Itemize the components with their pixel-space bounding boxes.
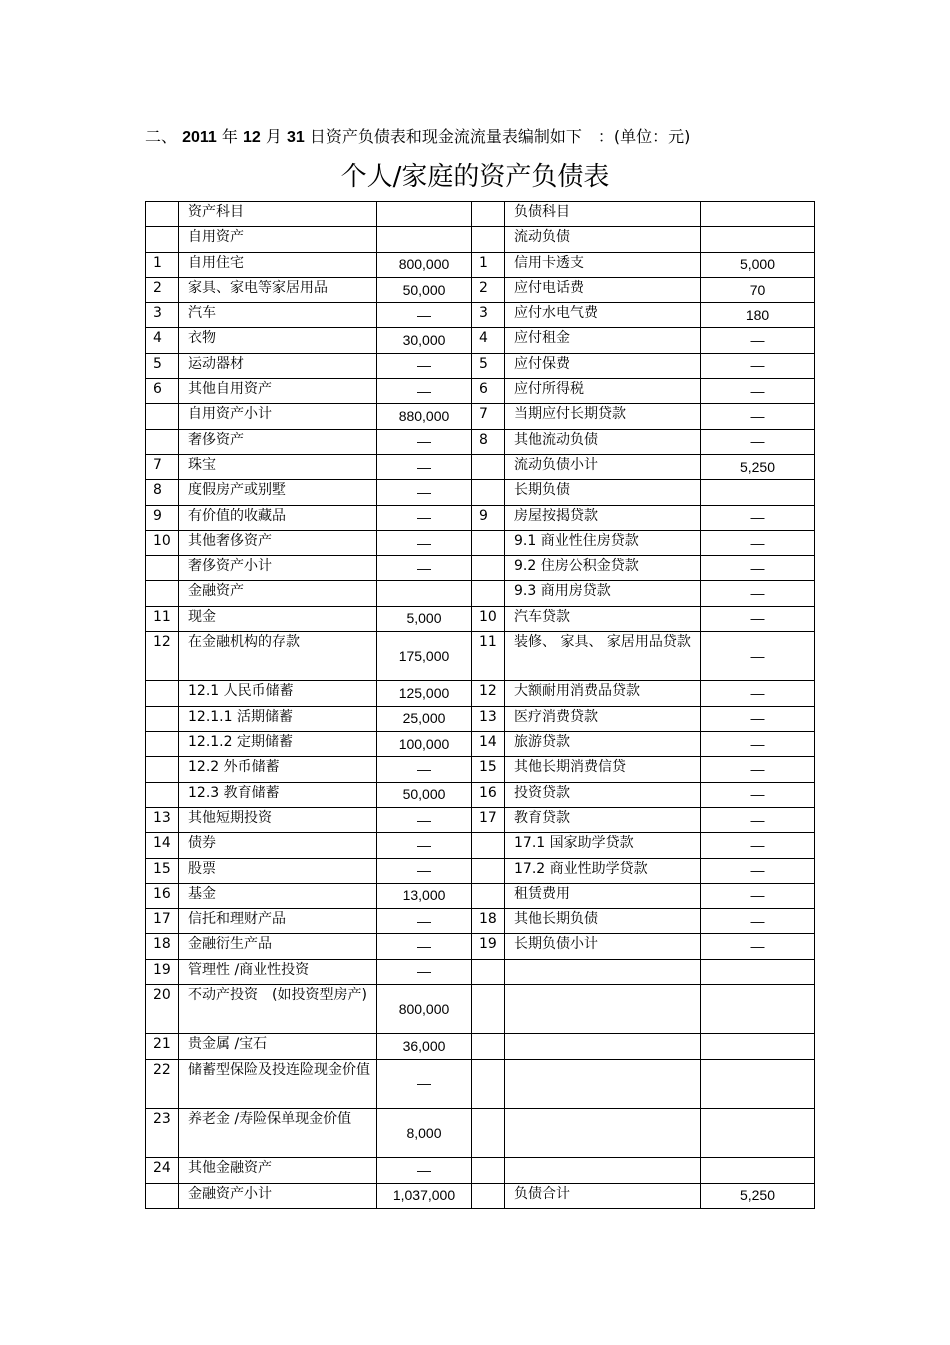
asset-name-cell: 资产科目 xyxy=(179,202,377,227)
liability-name-cell: 负债科目 xyxy=(505,202,701,227)
table-row xyxy=(146,454,815,479)
heading-month: 12 xyxy=(243,129,261,146)
asset-number-cell: 9 xyxy=(146,505,179,530)
table-row xyxy=(146,732,815,757)
liability-name-cell: 旅游贷款 xyxy=(505,732,701,757)
liability-value-cell: — xyxy=(701,909,815,934)
table-row xyxy=(146,328,815,353)
asset-name-cell: 养老金 /寿险保单现金价值 xyxy=(179,1109,377,1158)
asset-name-cell: 在金融机构的存款 xyxy=(179,632,377,681)
asset-number-cell: 18 xyxy=(146,934,179,959)
liability-number-cell xyxy=(472,202,505,227)
asset-name-cell: 其他短期投资 xyxy=(179,807,377,832)
asset-number-cell: 10 xyxy=(146,530,179,555)
table-row xyxy=(146,706,815,731)
heading-prefix: 二、 xyxy=(145,127,183,146)
liability-value-cell: — xyxy=(701,807,815,832)
asset-name-cell: 金融资产 xyxy=(179,581,377,606)
liability-value-cell: — xyxy=(701,505,815,530)
liability-number-cell: 17 xyxy=(472,807,505,832)
liability-value-cell xyxy=(701,1034,815,1059)
liability-name-cell: 当期应付长期贷款 xyxy=(505,404,701,429)
liability-value-cell xyxy=(701,480,815,505)
asset-name-cell: 信托和理财产品 xyxy=(179,909,377,934)
liability-name-cell: 应付电话费 xyxy=(505,277,701,302)
asset-name-cell: 贵金属 /宝石 xyxy=(179,1034,377,1059)
asset-value-cell: 8,000 xyxy=(377,1109,472,1158)
asset-value-cell: — xyxy=(377,807,472,832)
asset-value-cell: 175,000 xyxy=(377,632,472,681)
asset-value-cell: — xyxy=(377,530,472,555)
asset-value-cell xyxy=(377,227,472,252)
asset-value-cell: — xyxy=(377,480,472,505)
liability-number-cell xyxy=(472,480,505,505)
asset-name-cell: 债券 xyxy=(179,833,377,858)
asset-number-cell xyxy=(146,429,179,454)
liability-number-cell xyxy=(472,1158,505,1183)
liability-value-cell: — xyxy=(701,353,815,378)
liability-value-cell: — xyxy=(701,883,815,908)
table-row xyxy=(146,505,815,530)
liability-number-cell xyxy=(472,959,505,984)
asset-number-cell: 6 xyxy=(146,379,179,404)
liability-value-cell xyxy=(701,959,815,984)
balance-sheet-table xyxy=(145,201,815,1209)
asset-name-cell: 12.1 人民币储蓄 xyxy=(179,681,377,706)
asset-number-cell: 20 xyxy=(146,985,179,1034)
asset-value-cell: 800,000 xyxy=(377,252,472,277)
liability-number-cell: 18 xyxy=(472,909,505,934)
asset-number-cell xyxy=(146,202,179,227)
asset-name-cell: 有价值的收藏品 xyxy=(179,505,377,530)
section-heading xyxy=(145,124,690,147)
asset-number-cell xyxy=(146,556,179,581)
heading-day: 31 xyxy=(286,129,305,146)
liability-name-cell: 应付水电气费 xyxy=(505,303,701,328)
liability-value-cell: — xyxy=(701,858,815,883)
table-row xyxy=(146,1158,815,1183)
table-row xyxy=(146,1059,815,1108)
liability-number-cell: 12 xyxy=(472,681,505,706)
liability-name-cell: 流动负债小计 xyxy=(505,454,701,479)
liability-number-cell: 19 xyxy=(472,934,505,959)
liability-value-cell: — xyxy=(701,379,815,404)
asset-value-cell: 36,000 xyxy=(377,1034,472,1059)
liability-value-cell xyxy=(701,985,815,1034)
table-row xyxy=(146,681,815,706)
liability-name-cell: 9.1 商业性住房贷款 xyxy=(505,530,701,555)
asset-name-cell: 其他奢侈资产 xyxy=(179,530,377,555)
table-row xyxy=(146,429,815,454)
asset-name-cell: 管理性 /商业性投资 xyxy=(179,959,377,984)
liability-number-cell xyxy=(472,833,505,858)
asset-value-cell: — xyxy=(377,959,472,984)
table-row xyxy=(146,252,815,277)
heading-month-suffix: 月 xyxy=(260,127,287,146)
liability-number-cell: 5 xyxy=(472,353,505,378)
asset-value-cell: — xyxy=(377,429,472,454)
asset-number-cell: 21 xyxy=(146,1034,179,1059)
liability-number-cell xyxy=(472,858,505,883)
liability-number-cell: 7 xyxy=(472,404,505,429)
asset-value-cell: 800,000 xyxy=(377,985,472,1034)
liability-number-cell: 14 xyxy=(472,732,505,757)
asset-name-cell: 运动器材 xyxy=(179,353,377,378)
asset-number-cell: 8 xyxy=(146,480,179,505)
table-row xyxy=(146,1109,815,1158)
asset-name-cell: 自用资产 xyxy=(179,227,377,252)
heading-year-suffix: 年 xyxy=(216,127,243,146)
liability-name-cell: 应付租金 xyxy=(505,328,701,353)
asset-number-cell xyxy=(146,706,179,731)
liability-number-cell xyxy=(472,530,505,555)
asset-number-cell: 12 xyxy=(146,632,179,681)
liability-name-cell: 9.2 住房公积金贷款 xyxy=(505,556,701,581)
asset-name-cell: 自用资产小计 xyxy=(179,404,377,429)
liability-number-cell: 6 xyxy=(472,379,505,404)
asset-name-cell: 珠宝 xyxy=(179,454,377,479)
liability-value-cell xyxy=(701,1059,815,1108)
liability-name-cell: 应付所得税 xyxy=(505,379,701,404)
asset-value-cell: — xyxy=(377,454,472,479)
liability-name-cell xyxy=(505,1109,701,1158)
table-row xyxy=(146,1034,815,1059)
liability-name-cell xyxy=(505,985,701,1034)
liability-name-cell xyxy=(505,1034,701,1059)
liability-name-cell: 长期负债 xyxy=(505,480,701,505)
asset-number-cell: 7 xyxy=(146,454,179,479)
liability-number-cell: 8 xyxy=(472,429,505,454)
asset-name-cell: 金融衍生产品 xyxy=(179,934,377,959)
asset-value-cell: 50,000 xyxy=(377,782,472,807)
liability-name-cell xyxy=(505,959,701,984)
liability-number-cell: 2 xyxy=(472,277,505,302)
asset-name-cell: 12.1.1 活期储蓄 xyxy=(179,706,377,731)
table-row xyxy=(146,1183,815,1208)
liability-number-cell: 16 xyxy=(472,782,505,807)
asset-name-cell: 不动产投资 (如投资型房产) xyxy=(179,985,377,1034)
liability-value-cell: — xyxy=(701,833,815,858)
table-row xyxy=(146,353,815,378)
asset-value-cell: 30,000 xyxy=(377,328,472,353)
asset-number-cell: 14 xyxy=(146,833,179,858)
liability-value-cell: — xyxy=(701,681,815,706)
liability-number-cell xyxy=(472,581,505,606)
table-row xyxy=(146,807,815,832)
liability-value-cell: — xyxy=(701,429,815,454)
liability-value-cell xyxy=(701,1158,815,1183)
asset-name-cell: 股票 xyxy=(179,858,377,883)
liability-name-cell xyxy=(505,1059,701,1108)
liability-name-cell: 大额耐用消费品贷款 xyxy=(505,681,701,706)
liability-number-cell xyxy=(472,1109,505,1158)
asset-name-cell: 自用住宅 xyxy=(179,252,377,277)
liability-name-cell: 其他流动负债 xyxy=(505,429,701,454)
asset-name-cell: 现金 xyxy=(179,606,377,631)
liability-value-cell: — xyxy=(701,732,815,757)
liability-name-cell: 信用卡透支 xyxy=(505,252,701,277)
liability-name-cell: 装修、 家具、 家居用品贷款 xyxy=(505,632,701,681)
asset-name-cell: 其他自用资产 xyxy=(179,379,377,404)
liability-value-cell xyxy=(701,202,815,227)
liability-number-cell: 10 xyxy=(472,606,505,631)
table-row xyxy=(146,909,815,934)
table-row xyxy=(146,606,815,631)
liability-name-cell: 汽车贷款 xyxy=(505,606,701,631)
liability-name-cell: 应付保费 xyxy=(505,353,701,378)
liability-number-cell: 15 xyxy=(472,757,505,782)
table-row xyxy=(146,404,815,429)
asset-number-cell xyxy=(146,782,179,807)
asset-number-cell xyxy=(146,404,179,429)
asset-number-cell xyxy=(146,757,179,782)
liability-number-cell xyxy=(472,1034,505,1059)
asset-name-cell: 储蓄型保险及投连险现金价值 xyxy=(179,1059,377,1108)
asset-value-cell: — xyxy=(377,909,472,934)
liability-value-cell: — xyxy=(701,328,815,353)
asset-number-cell: 19 xyxy=(146,959,179,984)
liability-value-cell: 5,250 xyxy=(701,454,815,479)
liability-name-cell: 17.2 商业性助学贷款 xyxy=(505,858,701,883)
liability-number-cell: 9 xyxy=(472,505,505,530)
asset-name-cell: 奢侈资产 xyxy=(179,429,377,454)
asset-value-cell: — xyxy=(377,833,472,858)
asset-name-cell: 其他金融资产 xyxy=(179,1158,377,1183)
asset-value-cell: 100,000 xyxy=(377,732,472,757)
asset-value-cell: 880,000 xyxy=(377,404,472,429)
asset-value-cell: 13,000 xyxy=(377,883,472,908)
liability-value-cell: 5,000 xyxy=(701,252,815,277)
liability-name-cell: 长期负债小计 xyxy=(505,934,701,959)
liability-name-cell: 其他长期负债 xyxy=(505,909,701,934)
liability-value-cell: 180 xyxy=(701,303,815,328)
heading-rest: 日资产负债表和现金流流量表编制如下 ：(单位：元) xyxy=(304,127,691,146)
asset-number-cell: 13 xyxy=(146,807,179,832)
asset-value-cell: 5,000 xyxy=(377,606,472,631)
asset-value-cell: — xyxy=(377,303,472,328)
liability-name-cell: 其他长期消费信贷 xyxy=(505,757,701,782)
asset-number-cell: 4 xyxy=(146,328,179,353)
asset-number-cell xyxy=(146,681,179,706)
table-row xyxy=(146,934,815,959)
liability-value-cell: — xyxy=(701,706,815,731)
liability-number-cell xyxy=(472,556,505,581)
asset-name-cell: 家具、家电等家居用品 xyxy=(179,277,377,302)
table-row xyxy=(146,227,815,252)
liability-name-cell: 流动负债 xyxy=(505,227,701,252)
asset-number-cell: 1 xyxy=(146,252,179,277)
asset-number-cell: 11 xyxy=(146,606,179,631)
liability-number-cell: 4 xyxy=(472,328,505,353)
liability-name-cell: 投资贷款 xyxy=(505,782,701,807)
asset-number-cell: 22 xyxy=(146,1059,179,1108)
liability-value-cell xyxy=(701,227,815,252)
asset-value-cell: 50,000 xyxy=(377,277,472,302)
table-row xyxy=(146,303,815,328)
liability-value-cell: 70 xyxy=(701,277,815,302)
liability-name-cell: 房屋按揭贷款 xyxy=(505,505,701,530)
liability-number-cell: 13 xyxy=(472,706,505,731)
asset-number-cell: 5 xyxy=(146,353,179,378)
liability-value-cell: — xyxy=(701,757,815,782)
table-row xyxy=(146,480,815,505)
liability-number-cell xyxy=(472,1183,505,1208)
liability-value-cell: — xyxy=(701,934,815,959)
liability-number-cell: 3 xyxy=(472,303,505,328)
asset-number-cell: 24 xyxy=(146,1158,179,1183)
asset-name-cell: 12.3 教育储蓄 xyxy=(179,782,377,807)
asset-name-cell: 12.2 外币储蓄 xyxy=(179,757,377,782)
asset-number-cell xyxy=(146,1183,179,1208)
asset-number-cell: 3 xyxy=(146,303,179,328)
liability-name-cell xyxy=(505,1158,701,1183)
liability-value-cell: — xyxy=(701,782,815,807)
asset-value-cell: — xyxy=(377,858,472,883)
table-row xyxy=(146,985,815,1034)
table-row xyxy=(146,379,815,404)
table-row xyxy=(146,782,815,807)
liability-name-cell: 17.1 国家助学贷款 xyxy=(505,833,701,858)
liability-number-cell: 1 xyxy=(472,252,505,277)
asset-number-cell: 15 xyxy=(146,858,179,883)
asset-number-cell: 16 xyxy=(146,883,179,908)
asset-value-cell: — xyxy=(377,1059,472,1108)
liability-number-cell: 11 xyxy=(472,632,505,681)
liability-value-cell: — xyxy=(701,556,815,581)
liability-value-cell: — xyxy=(701,632,815,681)
table-row xyxy=(146,757,815,782)
asset-number-cell: 23 xyxy=(146,1109,179,1158)
liability-name-cell: 负债合计 xyxy=(505,1183,701,1208)
balance-sheet-body xyxy=(146,202,815,1209)
liability-number-cell xyxy=(472,227,505,252)
asset-value-cell xyxy=(377,202,472,227)
liability-name-cell: 租赁费用 xyxy=(505,883,701,908)
asset-name-cell: 度假房产或别墅 xyxy=(179,480,377,505)
liability-name-cell: 教育贷款 xyxy=(505,807,701,832)
heading-year: 2011 xyxy=(182,129,217,146)
table-row xyxy=(146,959,815,984)
liability-value-cell xyxy=(701,1109,815,1158)
liability-value-cell: — xyxy=(701,606,815,631)
asset-value-cell: — xyxy=(377,1158,472,1183)
table-title: 个人/家庭的资产负债表 xyxy=(340,162,610,192)
liability-value-cell: — xyxy=(701,581,815,606)
asset-number-cell xyxy=(146,732,179,757)
asset-value-cell: — xyxy=(377,757,472,782)
asset-value-cell: — xyxy=(377,505,472,530)
table-row xyxy=(146,202,815,227)
liability-value-cell: 5,250 xyxy=(701,1183,815,1208)
asset-name-cell: 12.1.2 定期储蓄 xyxy=(179,732,377,757)
liability-number-cell xyxy=(472,985,505,1034)
asset-value-cell: 1,037,000 xyxy=(377,1183,472,1208)
asset-value-cell: — xyxy=(377,379,472,404)
liability-value-cell: — xyxy=(701,530,815,555)
asset-number-cell xyxy=(146,227,179,252)
table-row xyxy=(146,277,815,302)
asset-name-cell: 衣物 xyxy=(179,328,377,353)
asset-number-cell xyxy=(146,581,179,606)
table-row xyxy=(146,530,815,555)
asset-name-cell: 奢侈资产小计 xyxy=(179,556,377,581)
table-row xyxy=(146,556,815,581)
asset-name-cell: 金融资产小计 xyxy=(179,1183,377,1208)
table-row xyxy=(146,581,815,606)
table-row xyxy=(146,833,815,858)
liability-number-cell xyxy=(472,1059,505,1108)
liability-name-cell: 9.3 商用房贷款 xyxy=(505,581,701,606)
liability-number-cell xyxy=(472,883,505,908)
liability-number-cell xyxy=(472,454,505,479)
table-row xyxy=(146,883,815,908)
asset-name-cell: 基金 xyxy=(179,883,377,908)
liability-name-cell: 医疗消费贷款 xyxy=(505,706,701,731)
asset-value-cell xyxy=(377,581,472,606)
table-row xyxy=(146,632,815,681)
liability-value-cell: — xyxy=(701,404,815,429)
asset-value-cell: — xyxy=(377,556,472,581)
asset-value-cell: — xyxy=(377,353,472,378)
asset-value-cell: — xyxy=(377,934,472,959)
table-row xyxy=(146,858,815,883)
asset-name-cell: 汽车 xyxy=(179,303,377,328)
asset-number-cell: 17 xyxy=(146,909,179,934)
asset-value-cell: 25,000 xyxy=(377,706,472,731)
asset-value-cell: 125,000 xyxy=(377,681,472,706)
asset-number-cell: 2 xyxy=(146,277,179,302)
